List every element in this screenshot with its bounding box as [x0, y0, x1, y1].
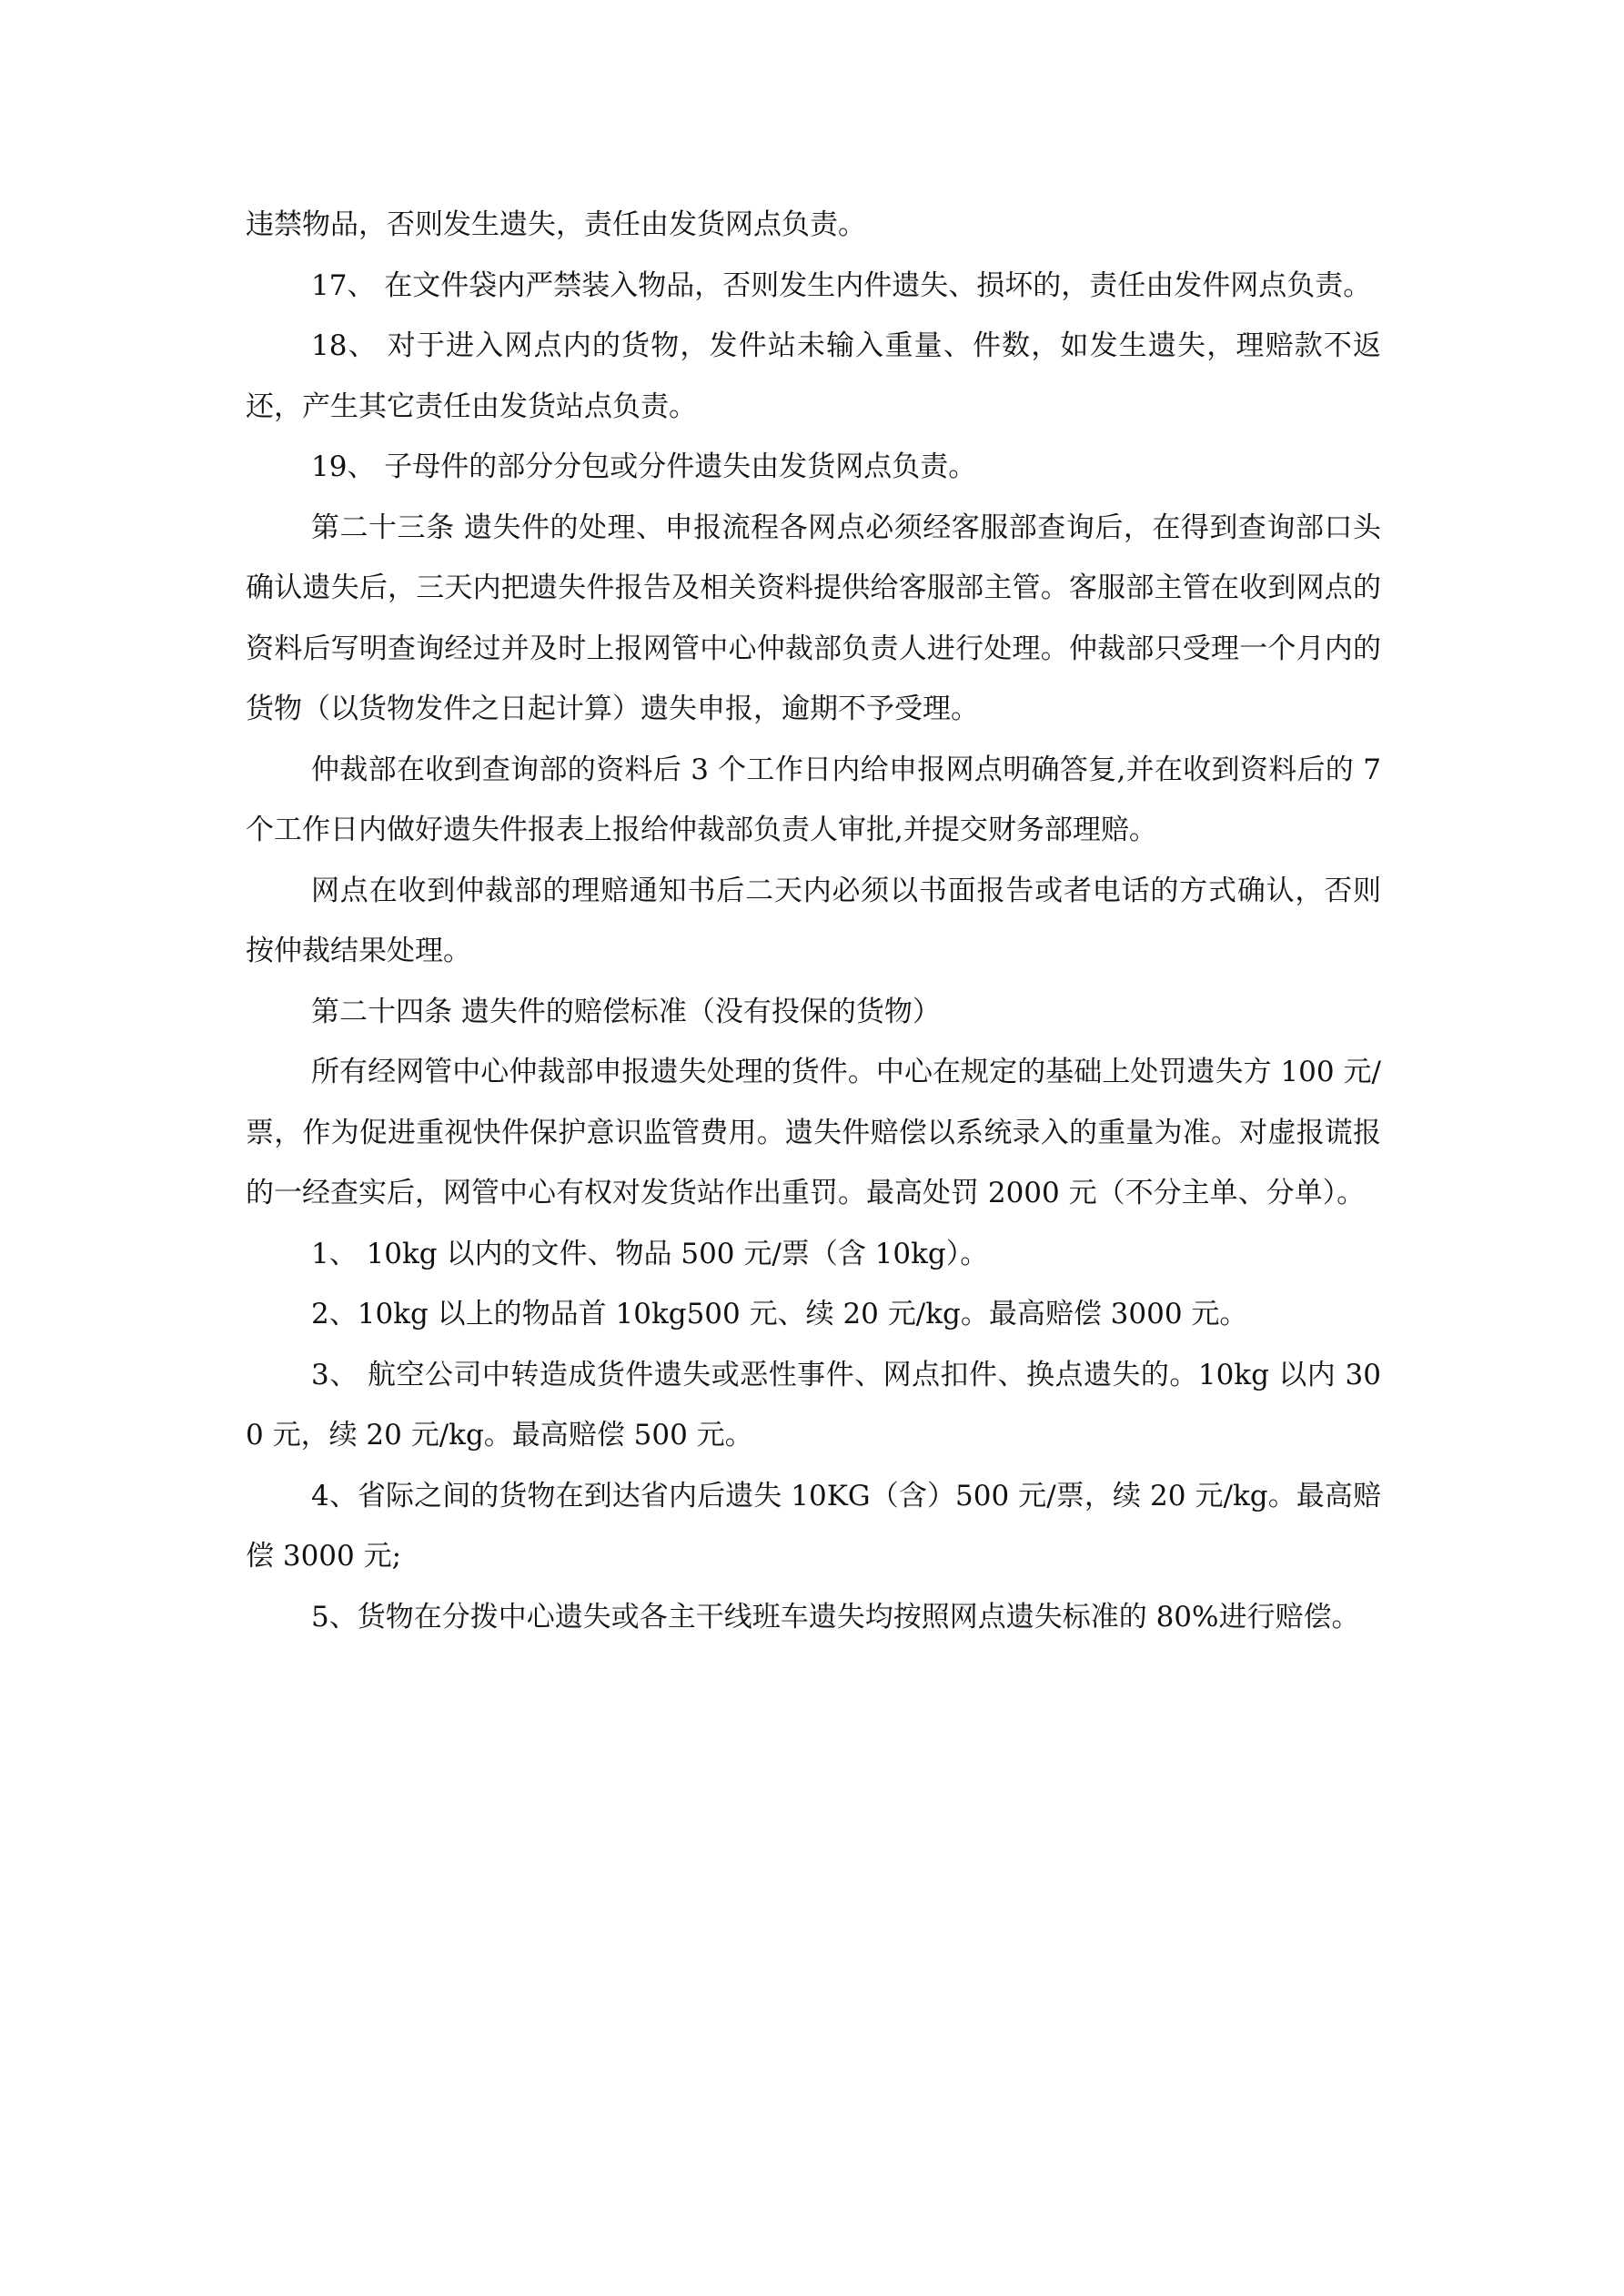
paragraph-continuation: 违禁物品，否则发生遗失，责任由发货网点负责。	[246, 208, 866, 241]
paragraph-article-23: 第二十三条 遗失件的处理、申报流程各网点必须经客服部查询后，在得到查询部口头确认遗失后，三天内把遗失件报告及相关资料提供给客服部主管。客服部主管在收到网点的资料后写明查询经过并及时上报网管中心仲裁部负责人进行处理。仲裁部只受理一个月内的货物（以货物发件之日起计算）遗失申报，逾期不予受理。	[246, 511, 1381, 725]
document-page	[246, 195, 1381, 1647]
paragraph-standard-5: 5、货物在分拨中心遗失或各主干线班车遗失均按照网点遗失标准的 80%进行赔偿。	[311, 1600, 1360, 1633]
paragraph-item-17: 17、 在文件袋内严禁装入物品，否则发生内件遗失、损坏的，责任由发件网点负责。	[311, 268, 1372, 302]
paragraph-standard-4: 4、省际之间的货物在到达省内后遗失 10KG（含）500 元/票，续 20 元/kg。最高赔偿 3000 元;	[246, 1479, 1381, 1573]
paragraph-item-19: 19、 子母件的部分分包或分件遗失由发货网点负责。	[311, 450, 977, 483]
paragraph-standard-3: 3、 航空公司中转造成货件遗失或恶性事件、网点扣件、换点遗失的。10kg 以内 300 元，续 20 元/kg。最高赔偿 500 元。	[246, 1358, 1381, 1451]
paragraph-standard-2: 2、10kg 以上的物品首 10kg500 元、续 20 元/kg。最高赔偿 3000 元。	[311, 1298, 1248, 1330]
paragraph-arbitration-reply: 仲裁部在收到查询部的资料后 3 个工作日内给申报网点明确答复,并在收到资料后的 7 个工作日内做好遗失件报表上报给仲裁部负责人审批,并提交财务部理赔。	[246, 753, 1381, 846]
paragraph-standard-1: 1、 10kg 以内的文件、物品 500 元/票（含 10kg）。	[311, 1237, 989, 1270]
paragraph-penalty-rules: 所有经网管中心仲裁部申报遗失处理的货件。中心在规定的基础上处罚遗失方 100 元/票，作为促进重视快件保护意识监管费用。遗失件赔偿以系统录入的重量为准。对虚报谎报的一经查实后，网管中心有权对发货站作出重罚。最高处罚 2000 元（不分主单、分单）。	[246, 1056, 1381, 1209]
paragraph-item-18: 18、 对于进入网点内的货物，发件站未输入重量、件数，如发生遗失，理赔款不返还，产生其它责任由发货站点负责。	[246, 329, 1381, 423]
paragraph-confirmation: 网点在收到仲裁部的理赔通知书后二天内必须以书面报告或者电话的方式确认，否则按仲裁结果处理。	[246, 874, 1381, 967]
paragraph-article-24-heading: 第二十四条 遗失件的赔偿标准（没有投保的货物）	[311, 995, 941, 1028]
